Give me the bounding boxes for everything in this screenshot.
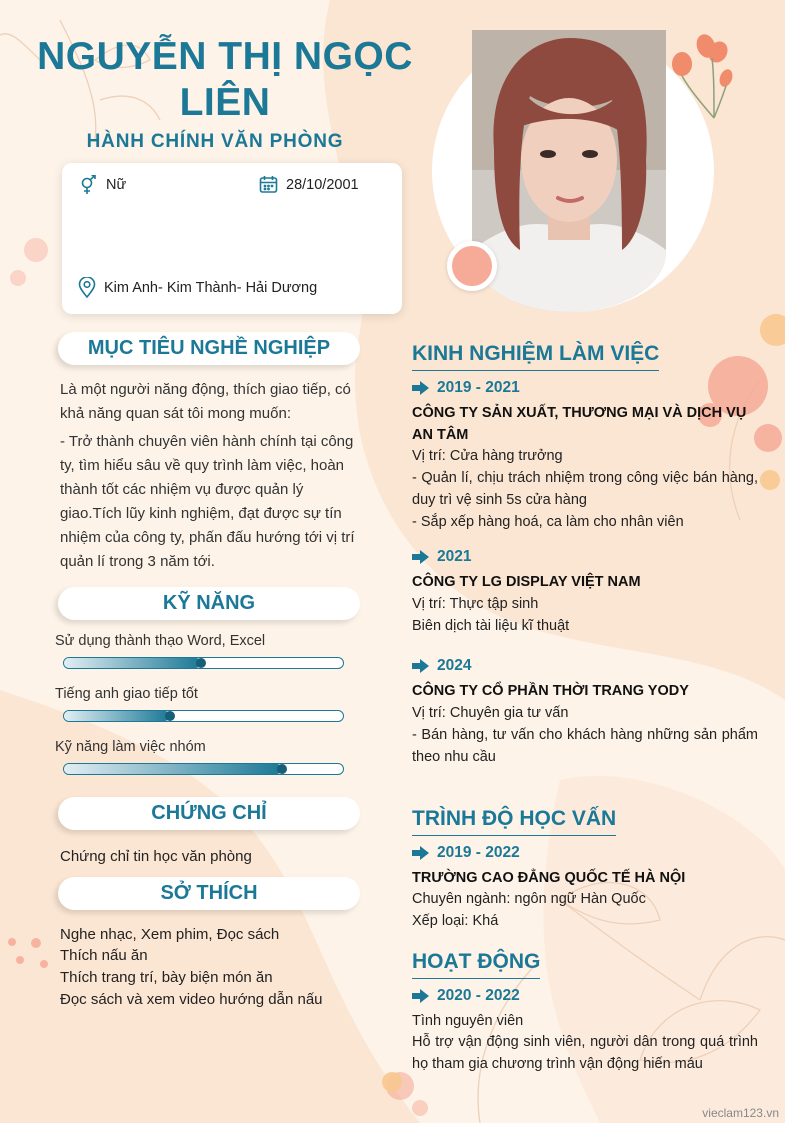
profile-photo bbox=[472, 30, 666, 312]
skill-bar bbox=[63, 657, 344, 669]
skills-header: KỸ NĂNG bbox=[58, 587, 360, 620]
job-company: CÔNG TY CỔ PHẦN THỜI TRANG YODY bbox=[412, 683, 689, 699]
objective-goal: - Trở thành chuyên viên hành chính tại công ty, tìm hiểu sâu về quy trình làm việc, hoàn thành tốt các nhiệm vụ được quản lý giao.Tích lũy kinh nghiệm, đạt được sự tín nhiệm của công ty, phấn đấu hướng tới vị trí quản lí trong 3 năm tới. bbox=[60, 433, 355, 570]
skill-knob bbox=[165, 711, 175, 721]
arrow-right-icon bbox=[412, 846, 429, 860]
certificate-item: Chứng chỉ tin học văn phòng bbox=[60, 848, 252, 865]
hobbies-header: SỞ THÍCH bbox=[58, 877, 360, 910]
calendar-icon bbox=[259, 175, 278, 194]
name-line-2: LIÊN bbox=[179, 81, 271, 124]
job-title: HÀNH CHÍNH VĂN PHÒNG bbox=[86, 131, 344, 152]
skill-fill bbox=[64, 711, 170, 721]
location-pin-icon bbox=[78, 277, 96, 298]
job-company: CÔNG TY SẢN XUẤT, THƯƠNG MẠI VÀ DỊCH VỤ AN TÂM bbox=[412, 405, 747, 443]
job-detail: - Sắp xếp hàng hoá, ca làm cho nhân viên bbox=[412, 514, 684, 530]
birthday-value: 28/10/2001 bbox=[286, 176, 359, 193]
skill-label: Tiếng anh giao tiếp tốt bbox=[55, 686, 198, 702]
hobby-item: Thích trang trí, bày biện món ăn bbox=[60, 969, 273, 986]
job-period bbox=[412, 548, 471, 566]
skill-fill bbox=[64, 658, 201, 668]
school-name: TRƯỜNG CAO ĐẲNG QUỐC TẾ HÀ NỘI bbox=[412, 870, 686, 886]
skill-bar bbox=[63, 763, 344, 775]
contact-card bbox=[62, 163, 402, 314]
job-detail: Vị trí: Chuyên gia tư vấn bbox=[412, 705, 569, 721]
education-years: 2019 - 2022 bbox=[437, 844, 520, 861]
job-years: 2024 bbox=[437, 657, 472, 674]
job-detail: - Bán hàng, tư vấn cho khách hàng những sản phẩm theo nhu cầu bbox=[412, 727, 758, 765]
education-detail: Xếp loại: Khá bbox=[412, 913, 499, 929]
job-detail: - Quản lí, chịu trách nhiệm trong công việc bán hàng, duy trì vệ sinh 5s cửa hàng bbox=[412, 470, 758, 508]
activities-header: HOẠT ĐỘNG bbox=[412, 950, 540, 979]
job-period bbox=[412, 379, 520, 397]
decorative-dot bbox=[447, 241, 497, 291]
full-name bbox=[30, 34, 420, 126]
arrow-right-icon bbox=[412, 550, 429, 564]
gender-item bbox=[78, 175, 126, 195]
job-period bbox=[412, 657, 471, 675]
job-company: CÔNG TY LG DISPLAY VIỆT NAM bbox=[412, 574, 641, 590]
gender-icon bbox=[78, 175, 98, 195]
arrow-right-icon bbox=[412, 659, 429, 673]
skill-label: Sử dụng thành thạo Word, Excel bbox=[55, 633, 266, 649]
activity-years: 2020 - 2022 bbox=[437, 987, 520, 1004]
job-detail: Vị trí: Cửa hàng trưởng bbox=[412, 448, 563, 464]
birthday-item bbox=[259, 175, 359, 194]
arrow-right-icon bbox=[412, 989, 429, 1003]
job-years: 2021 bbox=[437, 548, 472, 565]
skill-knob bbox=[277, 764, 287, 774]
experience-header: KINH NGHIỆM LÀM VIỆC bbox=[412, 342, 659, 371]
address-value: Kim Anh- Kim Thành- Hải Dương bbox=[104, 279, 318, 296]
certificates-header: CHỨNG CHỈ bbox=[58, 797, 360, 830]
activity-detail: Hỗ trợ vận động sinh viên, người dân trong quá trình họ tham gia chương trình vận động hiến máu bbox=[412, 1034, 758, 1072]
name-line-1: NGUYỄN THỊ NGỌC bbox=[37, 35, 413, 78]
skill-bar bbox=[63, 710, 344, 722]
hobby-item: Thích nấu ăn bbox=[60, 947, 148, 964]
skill-label: Kỹ năng làm việc nhóm bbox=[55, 739, 206, 755]
job-detail: Biên dịch tài liệu kĩ thuật bbox=[412, 618, 570, 634]
job-detail: Vị trí: Thực tập sinh bbox=[412, 596, 539, 612]
skill-knob bbox=[196, 658, 206, 668]
activity-period bbox=[412, 987, 520, 1005]
education-detail: Chuyên ngành: ngôn ngữ Hàn Quốc bbox=[412, 891, 646, 907]
hobby-item: Đọc sách và xem video hướng dẫn nấu bbox=[60, 991, 323, 1008]
arrow-right-icon bbox=[412, 381, 429, 395]
job-years: 2019 - 2021 bbox=[437, 379, 520, 396]
objective-intro: Là một người năng động, thích giao tiếp, có khả năng quan sát tôi mong muốn: bbox=[60, 381, 351, 422]
skill-fill bbox=[64, 764, 282, 774]
watermark: vieclam123.vn bbox=[702, 1106, 779, 1120]
address-item bbox=[78, 277, 317, 298]
gender-value: Nữ bbox=[106, 177, 127, 193]
activity-detail: Tình nguyên viên bbox=[412, 1013, 524, 1029]
objective-header: MỤC TIÊU NGHỀ NGHIỆP bbox=[58, 332, 360, 365]
education-period bbox=[412, 844, 520, 862]
hobby-item: Nghe nhạc, Xem phim, Đọc sách bbox=[60, 926, 280, 943]
education-header: TRÌNH ĐỘ HỌC VẤN bbox=[412, 807, 616, 836]
